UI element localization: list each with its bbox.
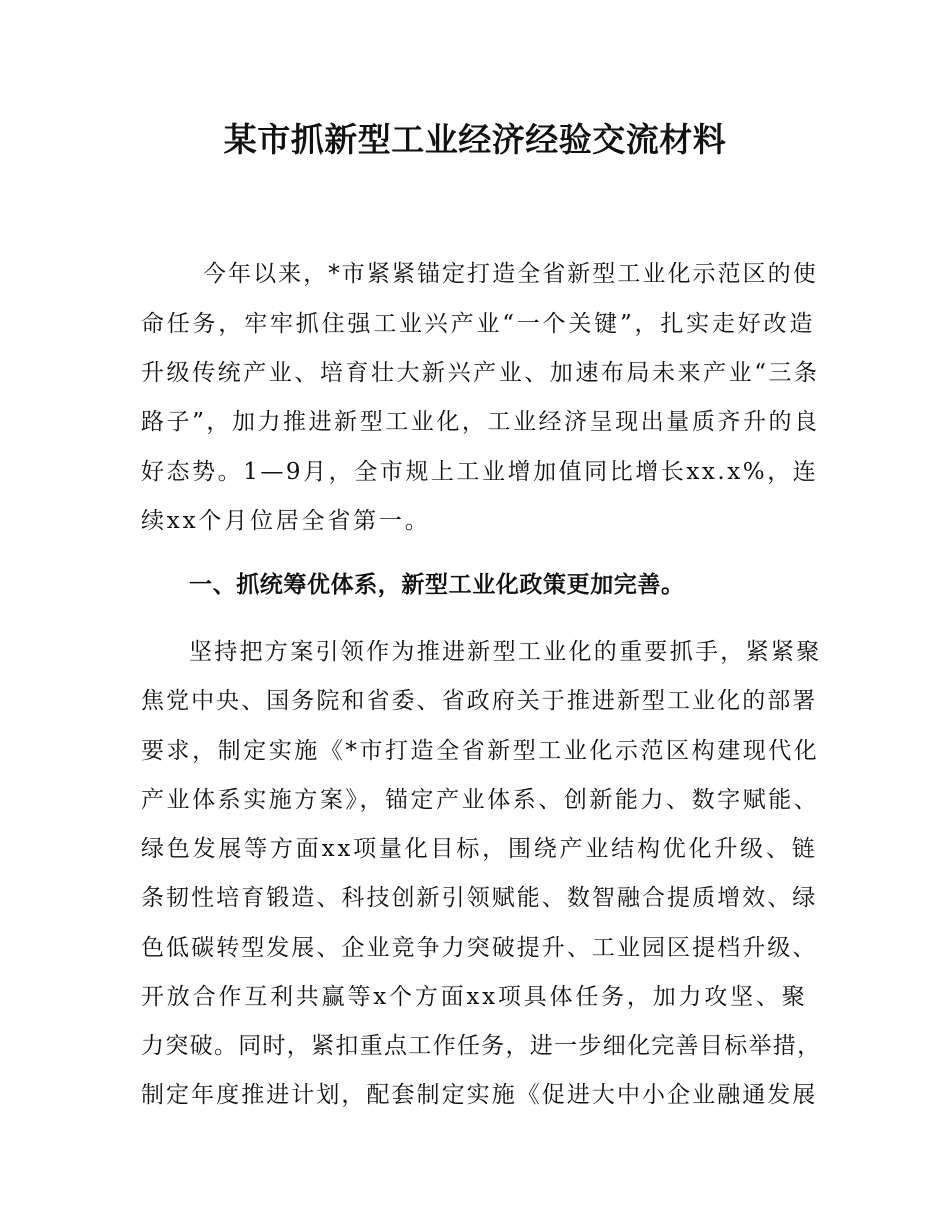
- paragraph-line: 命任务，牢牢抓住强工业兴产业“一个关键”，扎实走好改造: [141, 311, 816, 337]
- paragraph-line: 路子”，加力推进新型工业化，工业经济呈现出量质齐升的良: [141, 409, 820, 435]
- paragraph-line: 绿色发展等方面xx项量化目标，围绕产业结构优化升级、链: [141, 836, 818, 862]
- paragraph-line: 力突破。同时，紧扣重点工作任务，进一步细化完善目标举措，: [141, 1033, 822, 1059]
- paragraph-line: 产业体系实施方案》，锚定产业体系、创新能力、数字赋能、: [141, 787, 820, 813]
- paragraph-line: 要求，制定实施《*市打造全省新型工业化示范区构建现代化: [141, 738, 820, 764]
- document-title: 某市抓新型工业经济经验交流材料: [223, 120, 727, 159]
- paragraph-line: 制定年度推进计划，配套制定实施《促进大中小企业融通发展: [141, 1082, 818, 1108]
- paragraph-line: 坚持把方案引领作为推进新型工业化的重要抓手，紧紧聚: [189, 639, 822, 665]
- paragraph-line: 条韧性培育锻造、科技创新引领赋能、数智融合提质增效、绿: [141, 885, 818, 911]
- paragraph-line: 今年以来，*市紧紧锚定打造全省新型工业化示范区的使: [203, 261, 818, 287]
- section-heading: 一、抓统筹优体系，新型工业化政策更加完善。: [189, 572, 685, 598]
- paragraph-line: 色低碳转型发展、企业竞争力突破提升、工业园区提档升级、: [141, 935, 818, 961]
- paragraph-line: 续xx个月位居全省第一。: [141, 508, 431, 534]
- paragraph-line: 升级传统产业、培育壮大新兴产业、加速布局未来产业“三条: [141, 360, 820, 386]
- paragraph-line: 焦党中央、国务院和省委、省政府关于推进新型工业化的部署: [141, 688, 818, 714]
- paragraph-line: 开放合作互利共赢等x个方面xx项具体任务，加力攻坚、聚: [141, 984, 808, 1010]
- paragraph-line: 好态势。1—9月，全市规上工业增加值同比增长xx.x%，连: [141, 459, 819, 485]
